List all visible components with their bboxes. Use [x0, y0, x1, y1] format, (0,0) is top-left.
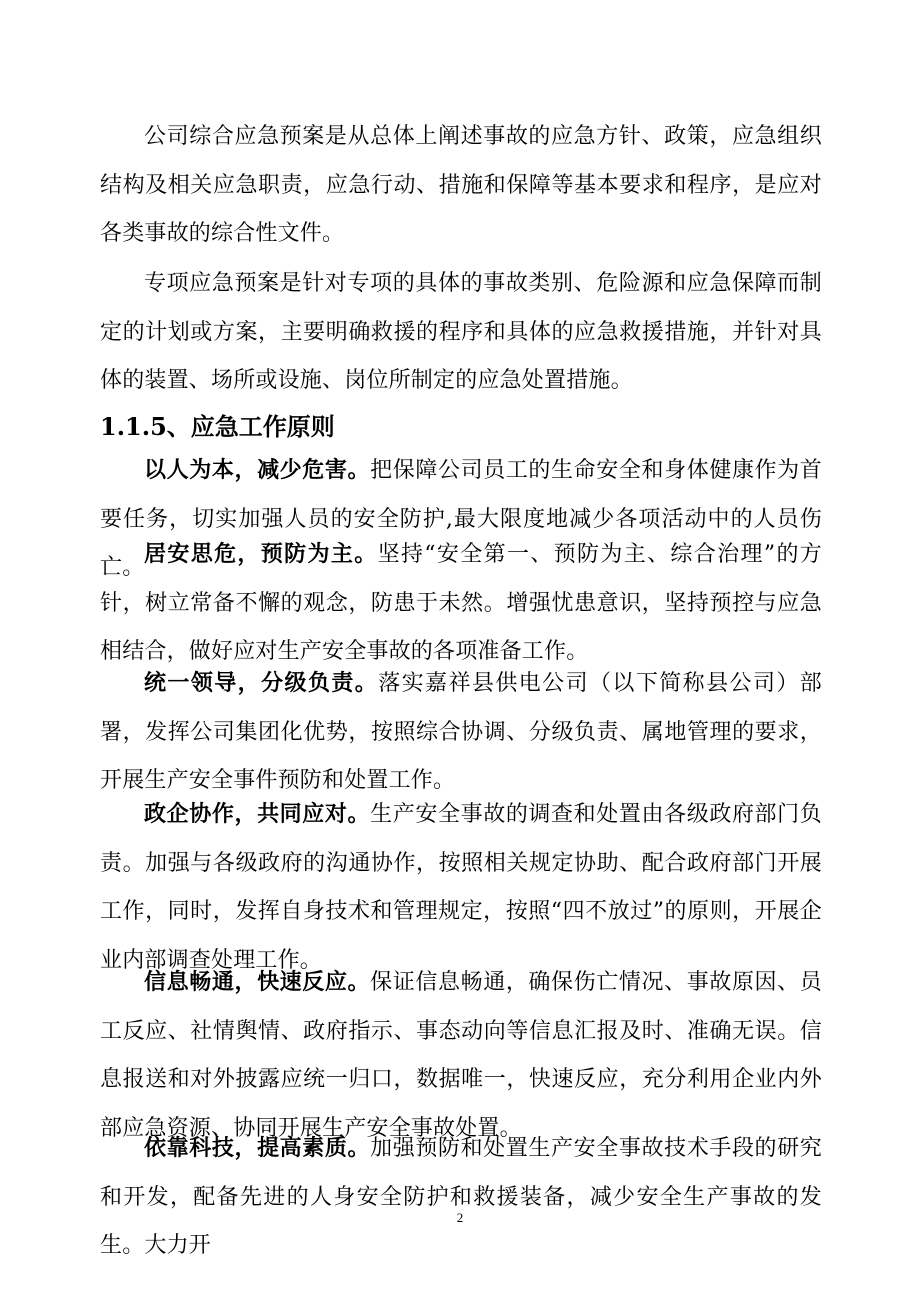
principle-text: 保证信息畅通，确保伤亡情况、事故原因、员工反应、社情舆情、政府指示、事态动向等信息汇报及时、准确无误。信息报送和对外披露应统一归口，数据唯一，快速反应，充分利用企业内外部应急资源、协同开展生产安全事故处置。 — [100, 970, 822, 1141]
principle-text: 落实嘉祥县供电公司（以下简称县公司）部署，发挥公司集团化优势，按照综合协调、分级负责、属地管理的要求，开展生产安全事件预防和处置工作。 — [100, 671, 822, 794]
principle-lead: 政企协作，共同应对。 — [144, 801, 371, 827]
principle-text: 加强预防和处置生产安全事故技术手段的研究和开发，配备先进的人身安全防护和救援装备，减少安全生产事故的发生。大力开 — [100, 1136, 822, 1259]
principle-text: 把保障公司员工的生命安全和身体健康作为首要任务，切实加强人员的安全防护,最大限度地减少各项活动中的人员伤亡。 — [100, 458, 822, 581]
paragraph-comprehensive-plan: 公司综合应急预案是从总体上阐述事故的应急方针、政策，应急组织结构及相关应急职责，应急行动、措施和保障等基本要求和程序，是应对各类事故的综合性文件。 — [100, 124, 822, 247]
principle-lead: 信息畅通，快速反应。 — [144, 969, 371, 995]
principle-text: 生产安全事故的调查和处置由各级政府部门负责。加强与各级政府的沟通协作，按照相关规定协助、配合政府部门开展工作，同时，发挥自身技术和管理规定，按照“四不放过”的原则，开展企业内部调查处理工作。 — [100, 802, 822, 973]
principle-lead: 居安思危，预防为主。 — [144, 541, 378, 567]
paragraph-special-plan: 专项应急预案是针对专项的具体的事故类别、危险源和应急保障而制定的计划或方案，主要明确救援的程序和具体的应急救援措施，并针对具体的装置、场所或设施、岗位所制定的应急处置措施。 — [100, 271, 822, 394]
principle-lead: 统一领导，分级负责。 — [144, 670, 379, 696]
principle-lead: 以人为本，减少危害。 — [144, 457, 371, 483]
principle-text: 坚持“安全第一、预防为主、综合治理”的方针，树立常备不懈的观念，防患于未然。增强忧患意识，坚持预控与应急相结合，做好应对生产安全事故的各项准备工作。 — [100, 542, 822, 665]
principle-paragraph — [100, 790, 822, 985]
section-heading: 1.1.5、应急工作原则 — [100, 412, 335, 441]
principle-paragraph — [100, 1124, 822, 1271]
principle-paragraph — [100, 659, 822, 806]
principle-paragraph — [100, 530, 822, 677]
principle-lead: 依靠科技，提高素质。 — [144, 1135, 371, 1161]
page-number: 2 — [456, 1210, 464, 1225]
